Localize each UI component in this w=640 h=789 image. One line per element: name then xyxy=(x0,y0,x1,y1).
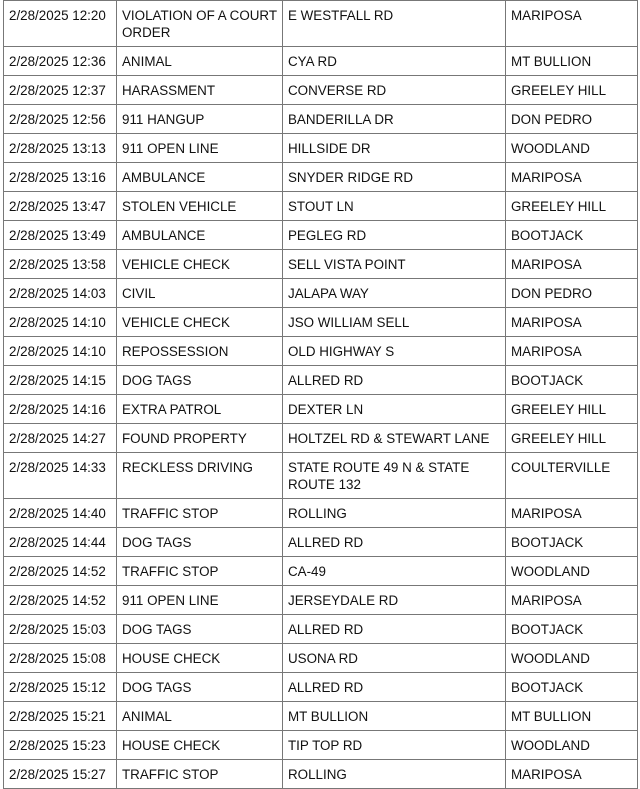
incident-location-cell: USONA RD xyxy=(283,644,506,673)
incident-location-cell: ALLRED RD xyxy=(283,615,506,644)
incident-location-cell: JSO WILLIAM SELL xyxy=(283,308,506,337)
incident-time-cell: 2/28/2025 14:52 xyxy=(4,557,117,586)
incident-time-cell: 2/28/2025 12:20 xyxy=(4,1,117,47)
incident-time-cell: 2/28/2025 14:15 xyxy=(4,366,117,395)
incident-location-cell: HILLSIDE DR xyxy=(283,134,506,163)
incident-area-cell: BOOTJACK xyxy=(506,615,638,644)
incident-area-cell: GREELEY HILL xyxy=(506,76,638,105)
incident-type-cell: EXTRA PATROL xyxy=(117,395,283,424)
table-row xyxy=(4,105,638,134)
incident-location-cell: SELL VISTA POINT xyxy=(283,250,506,279)
incident-log-table xyxy=(3,0,638,789)
incident-area-cell: WOODLAND xyxy=(506,134,638,163)
incident-location-cell: SNYDER RIDGE RD xyxy=(283,163,506,192)
incident-type-cell: VEHICLE CHECK xyxy=(117,250,283,279)
table-row xyxy=(4,760,638,789)
incident-type-cell: VIOLATION OF A COURT ORDER xyxy=(117,1,283,47)
incident-type-cell: VEHICLE CHECK xyxy=(117,308,283,337)
incident-location-cell: CA-49 xyxy=(283,557,506,586)
incident-time-cell: 2/28/2025 15:21 xyxy=(4,702,117,731)
table-row xyxy=(4,673,638,702)
table-row xyxy=(4,279,638,308)
incident-type-cell: CIVIL xyxy=(117,279,283,308)
incident-time-cell: 2/28/2025 14:16 xyxy=(4,395,117,424)
incident-area-cell: WOODLAND xyxy=(506,557,638,586)
incident-type-cell: AMBULANCE xyxy=(117,221,283,250)
incident-area-cell: BOOTJACK xyxy=(506,673,638,702)
table-row xyxy=(4,134,638,163)
incident-time-cell: 2/28/2025 15:23 xyxy=(4,731,117,760)
incident-area-cell: MARIPOSA xyxy=(506,586,638,615)
incident-location-cell: ALLRED RD xyxy=(283,528,506,557)
table-row xyxy=(4,586,638,615)
incident-type-cell: TRAFFIC STOP xyxy=(117,557,283,586)
incident-area-cell: MT BULLION xyxy=(506,47,638,76)
incident-log-body xyxy=(4,1,638,789)
incident-location-cell: JERSEYDALE RD xyxy=(283,586,506,615)
incident-type-cell: TRAFFIC STOP xyxy=(117,760,283,789)
incident-time-cell: 2/28/2025 15:27 xyxy=(4,760,117,789)
incident-area-cell: MT BULLION xyxy=(506,702,638,731)
incident-area-cell: MARIPOSA xyxy=(506,308,638,337)
incident-time-cell: 2/28/2025 14:44 xyxy=(4,528,117,557)
incident-area-cell: WOODLAND xyxy=(506,644,638,673)
incident-location-cell: DEXTER LN xyxy=(283,395,506,424)
table-row xyxy=(4,76,638,105)
incident-location-cell: ROLLING xyxy=(283,499,506,528)
incident-type-cell: AMBULANCE xyxy=(117,163,283,192)
incident-time-cell: 2/28/2025 14:03 xyxy=(4,279,117,308)
incident-area-cell: GREELEY HILL xyxy=(506,424,638,453)
incident-time-cell: 2/28/2025 15:03 xyxy=(4,615,117,644)
table-row xyxy=(4,702,638,731)
incident-area-cell: MARIPOSA xyxy=(506,250,638,279)
incident-location-cell: ALLRED RD xyxy=(283,673,506,702)
incident-type-cell: HOUSE CHECK xyxy=(117,644,283,673)
incident-area-cell: MARIPOSA xyxy=(506,163,638,192)
incident-area-cell: BOOTJACK xyxy=(506,528,638,557)
incident-area-cell: DON PEDRO xyxy=(506,105,638,134)
incident-type-cell: STOLEN VEHICLE xyxy=(117,192,283,221)
table-row xyxy=(4,395,638,424)
incident-time-cell: 2/28/2025 14:27 xyxy=(4,424,117,453)
incident-type-cell: ANIMAL xyxy=(117,702,283,731)
incident-time-cell: 2/28/2025 14:40 xyxy=(4,499,117,528)
incident-location-cell: OLD HIGHWAY S xyxy=(283,337,506,366)
table-row xyxy=(4,499,638,528)
incident-time-cell: 2/28/2025 13:58 xyxy=(4,250,117,279)
table-row xyxy=(4,453,638,499)
incident-area-cell: MARIPOSA xyxy=(506,499,638,528)
incident-time-cell: 2/28/2025 13:16 xyxy=(4,163,117,192)
incident-type-cell: 911 OPEN LINE xyxy=(117,134,283,163)
incident-time-cell: 2/28/2025 13:47 xyxy=(4,192,117,221)
incident-type-cell: DOG TAGS xyxy=(117,366,283,395)
table-row xyxy=(4,47,638,76)
table-row xyxy=(4,308,638,337)
incident-time-cell: 2/28/2025 15:12 xyxy=(4,673,117,702)
incident-time-cell: 2/28/2025 15:08 xyxy=(4,644,117,673)
incident-type-cell: FOUND PROPERTY xyxy=(117,424,283,453)
incident-type-cell: DOG TAGS xyxy=(117,528,283,557)
incident-type-cell: ANIMAL xyxy=(117,47,283,76)
incident-time-cell: 2/28/2025 12:36 xyxy=(4,47,117,76)
incident-location-cell: STOUT LN xyxy=(283,192,506,221)
incident-location-cell: STATE ROUTE 49 N & STATE ROUTE 132 xyxy=(283,453,506,499)
incident-time-cell: 2/28/2025 14:10 xyxy=(4,308,117,337)
table-row xyxy=(4,644,638,673)
incident-location-cell: E WESTFALL RD xyxy=(283,1,506,47)
incident-time-cell: 2/28/2025 12:56 xyxy=(4,105,117,134)
incident-area-cell: WOODLAND xyxy=(506,731,638,760)
incident-location-cell: MT BULLION xyxy=(283,702,506,731)
incident-area-cell: GREELEY HILL xyxy=(506,192,638,221)
incident-time-cell: 2/28/2025 14:52 xyxy=(4,586,117,615)
incident-location-cell: TIP TOP RD xyxy=(283,731,506,760)
table-row xyxy=(4,731,638,760)
incident-area-cell: GREELEY HILL xyxy=(506,395,638,424)
incident-time-cell: 2/28/2025 12:37 xyxy=(4,76,117,105)
incident-location-cell: ALLRED RD xyxy=(283,366,506,395)
incident-location-cell: CYA RD xyxy=(283,47,506,76)
incident-time-cell: 2/28/2025 14:33 xyxy=(4,453,117,499)
incident-area-cell: BOOTJACK xyxy=(506,366,638,395)
incident-location-cell: HOLTZEL RD & STEWART LANE xyxy=(283,424,506,453)
incident-time-cell: 2/28/2025 13:49 xyxy=(4,221,117,250)
incident-area-cell: MARIPOSA xyxy=(506,760,638,789)
incident-area-cell: MARIPOSA xyxy=(506,337,638,366)
incident-area-cell: BOOTJACK xyxy=(506,221,638,250)
incident-type-cell: DOG TAGS xyxy=(117,615,283,644)
incident-location-cell: PEGLEG RD xyxy=(283,221,506,250)
table-row xyxy=(4,192,638,221)
incident-type-cell: RECKLESS DRIVING xyxy=(117,453,283,499)
incident-time-cell: 2/28/2025 13:13 xyxy=(4,134,117,163)
incident-type-cell: TRAFFIC STOP xyxy=(117,499,283,528)
incident-location-cell: ROLLING xyxy=(283,760,506,789)
table-row xyxy=(4,337,638,366)
incident-type-cell: REPOSSESSION xyxy=(117,337,283,366)
incident-area-cell: MARIPOSA xyxy=(506,1,638,47)
incident-type-cell: HARASSMENT xyxy=(117,76,283,105)
incident-location-cell: CONVERSE RD xyxy=(283,76,506,105)
incident-type-cell: DOG TAGS xyxy=(117,673,283,702)
table-row xyxy=(4,366,638,395)
table-row xyxy=(4,615,638,644)
incident-time-cell: 2/28/2025 14:10 xyxy=(4,337,117,366)
incident-location-cell: BANDERILLA DR xyxy=(283,105,506,134)
incident-location-cell: JALAPA WAY xyxy=(283,279,506,308)
table-row xyxy=(4,1,638,47)
incident-area-cell: COULTERVILLE xyxy=(506,453,638,499)
incident-type-cell: HOUSE CHECK xyxy=(117,731,283,760)
incident-type-cell: 911 OPEN LINE xyxy=(117,586,283,615)
table-row xyxy=(4,424,638,453)
table-row xyxy=(4,557,638,586)
table-row xyxy=(4,528,638,557)
table-row xyxy=(4,163,638,192)
table-row xyxy=(4,221,638,250)
incident-type-cell: 911 HANGUP xyxy=(117,105,283,134)
incident-area-cell: DON PEDRO xyxy=(506,279,638,308)
table-row xyxy=(4,250,638,279)
